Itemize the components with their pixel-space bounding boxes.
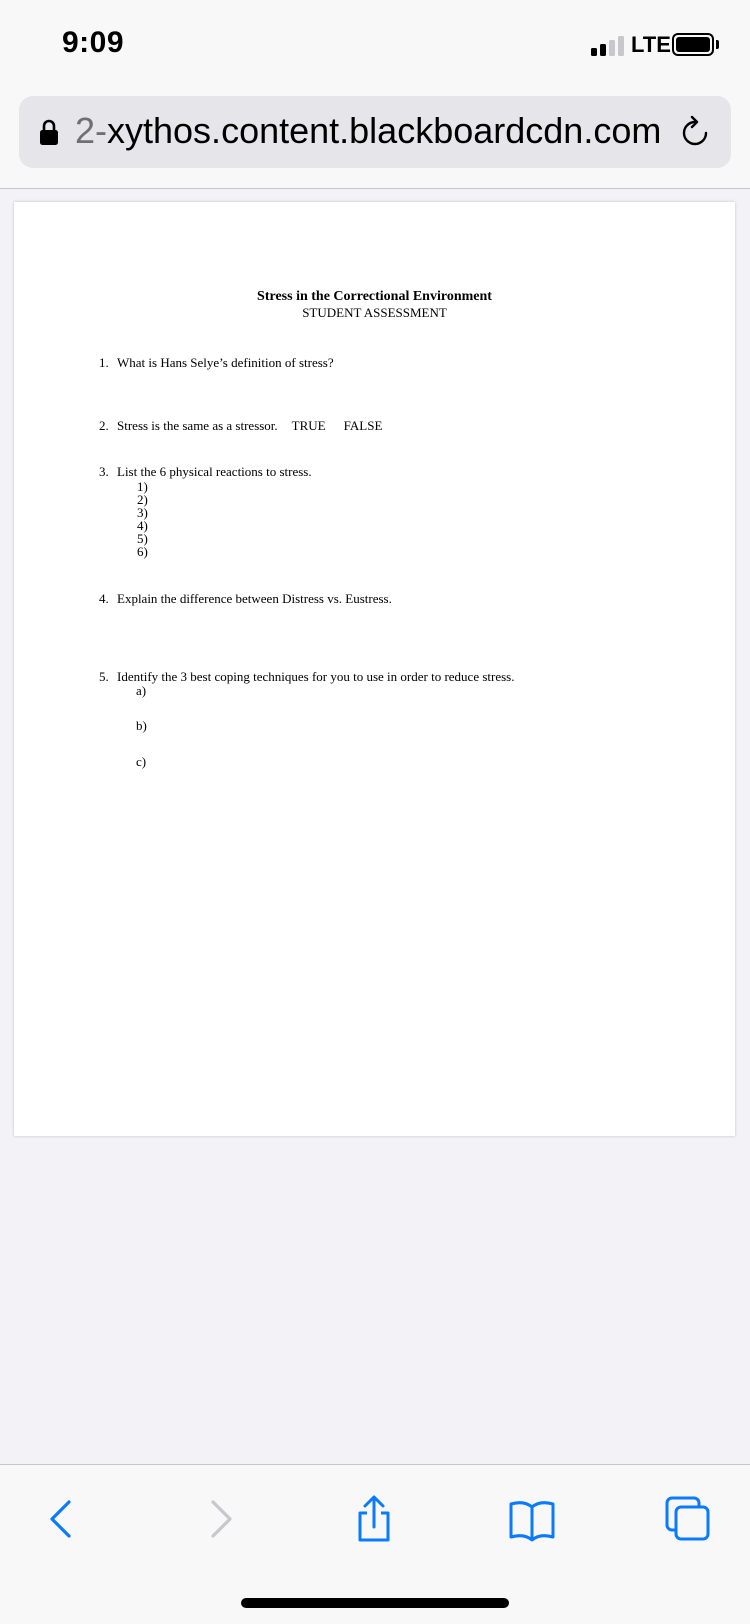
question-text: Identify the 3 best coping techniques for you to use in order to reduce stress. xyxy=(117,669,515,684)
share-icon[interactable] xyxy=(350,1495,398,1543)
question-1 xyxy=(99,355,334,371)
status-time: 9:09 xyxy=(62,26,125,59)
option-true: TRUE xyxy=(291,418,326,433)
network-label: LTE xyxy=(631,32,671,57)
reload-icon[interactable] xyxy=(679,115,713,149)
list-item: 1) xyxy=(137,479,148,494)
list-item: 5) xyxy=(137,531,148,546)
document-subtitle: STUDENT ASSESSMENT xyxy=(302,305,447,320)
list-item: b) xyxy=(136,718,147,733)
question-2 xyxy=(99,418,382,434)
question-text: What is Hans Selye’s definition of stress? xyxy=(117,355,334,370)
question-5 xyxy=(99,669,514,685)
option-false: FALSE xyxy=(343,418,383,433)
question-number: 5. xyxy=(99,669,109,684)
question-text: List the 6 physical reactions to stress. xyxy=(117,464,312,479)
signal-strength-icon xyxy=(591,36,625,56)
battery-icon xyxy=(672,33,714,56)
address-bar-area xyxy=(0,92,750,189)
bookmarks-icon[interactable] xyxy=(508,1495,556,1543)
forward-icon[interactable] xyxy=(196,1495,244,1543)
url-subdomain: 2- xyxy=(75,110,108,151)
list-item: c) xyxy=(136,754,147,769)
question-text: Explain the difference between Distress vs. Eustress. xyxy=(117,591,392,606)
question-number: 3. xyxy=(99,464,109,479)
list-item: 2) xyxy=(137,492,148,507)
question-number: 4. xyxy=(99,591,109,606)
list-item: 6) xyxy=(137,544,148,559)
list-item: 4) xyxy=(137,518,148,533)
status-bar xyxy=(0,0,750,92)
list-item: 3) xyxy=(137,505,148,520)
question-4 xyxy=(99,591,392,607)
question-text: Stress is the same as a stressor. xyxy=(117,418,278,433)
question-number: 2. xyxy=(99,418,109,433)
question-number: 1. xyxy=(99,355,109,370)
url-text[interactable] xyxy=(75,110,661,152)
lock-icon xyxy=(39,118,59,146)
back-icon[interactable] xyxy=(38,1495,86,1543)
battery-cap xyxy=(716,40,719,49)
url-domain: xythos.content.blackboardcdn.com xyxy=(107,110,662,151)
address-bar[interactable] xyxy=(19,96,731,168)
home-indicator[interactable] xyxy=(241,1598,509,1608)
tabs-icon[interactable] xyxy=(664,1495,712,1543)
question-3 xyxy=(99,464,312,480)
list-item: a) xyxy=(136,683,147,698)
document-page xyxy=(14,202,735,1136)
document-title: Stress in the Correctional Environment xyxy=(257,289,492,304)
